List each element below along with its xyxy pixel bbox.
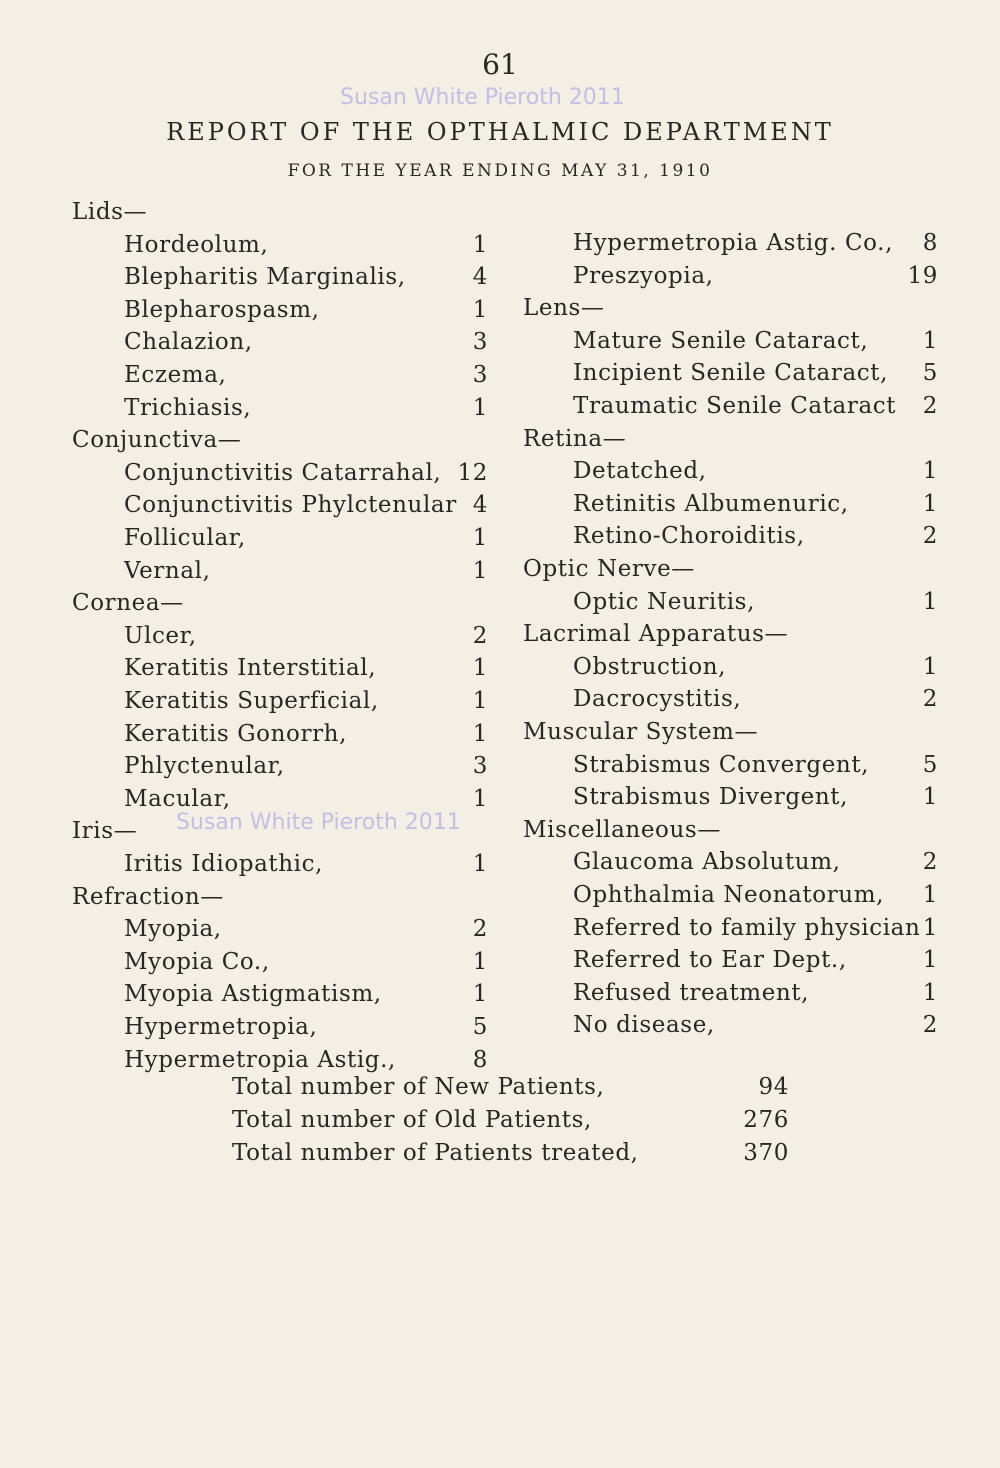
case-count: 1 — [472, 231, 488, 258]
diagnosis-row — [573, 784, 938, 816]
diagnosis-row — [124, 721, 488, 753]
section-header — [72, 884, 488, 916]
case-count: 1 — [472, 557, 488, 584]
section-header — [523, 295, 938, 327]
diagnosis-label: Optic Neuritis, — [573, 588, 755, 615]
diagnosis-label: Hordeolum, — [124, 231, 269, 258]
case-count: 1 — [922, 914, 938, 941]
total-value: 370 — [743, 1140, 789, 1166]
diagnosis-row — [124, 623, 488, 655]
section-header — [523, 719, 938, 751]
case-count: 4 — [472, 264, 488, 291]
diagnosis-row — [124, 916, 488, 948]
case-count: 2 — [922, 1012, 938, 1039]
diagnosis-row — [573, 849, 938, 881]
case-count: 1 — [472, 785, 488, 812]
case-count: 1 — [922, 490, 938, 517]
case-count: 1 — [472, 981, 488, 1008]
case-count: 1 — [922, 327, 938, 354]
diagnosis-label: Obstruction, — [573, 653, 727, 680]
diagnosis-label: Ulcer, — [124, 622, 197, 649]
diagnosis-label: Blepharospasm, — [124, 296, 320, 323]
case-count: 2 — [472, 916, 488, 943]
case-count: 1 — [472, 296, 488, 323]
case-count: 3 — [472, 362, 488, 388]
case-count: 1 — [922, 458, 938, 485]
case-count: 5 — [922, 360, 938, 387]
section-title: Miscellaneous— — [523, 816, 721, 843]
diagnosis-label: Referred to Ear Dept., — [573, 947, 847, 974]
watermark-middle: Susan White Pieroth 2011 — [176, 810, 461, 835]
diagnosis-label: Ophthalmia Neonatorum, — [573, 882, 885, 908]
section-header — [523, 817, 938, 849]
diagnosis-row — [124, 460, 488, 492]
diagnosis-row — [124, 688, 488, 720]
case-count: 12 — [457, 459, 488, 486]
diagnosis-label: Myopia, — [124, 916, 222, 943]
diagnosis-row — [124, 655, 488, 687]
diagnosis-row — [573, 1012, 938, 1044]
diagnosis-label: Hypermetropia Astig. Co., — [573, 230, 894, 256]
case-count: 5 — [472, 1014, 488, 1040]
diagnosis-label: Incipient Senile Cataract, — [573, 360, 889, 387]
case-count: 4 — [472, 492, 488, 519]
total-row — [232, 1140, 789, 1172]
diagnosis-label: Strabismus Convergent, — [573, 751, 870, 778]
diagnosis-row — [124, 297, 488, 329]
diagnosis-row — [573, 458, 938, 490]
diagnosis-label: Glaucoma Absolutum, — [573, 849, 841, 876]
total-value: 276 — [743, 1107, 789, 1133]
diagnosis-row — [124, 492, 488, 524]
page-number: 61 — [482, 48, 518, 81]
total-value: 94 — [758, 1074, 789, 1100]
diagnosis-label: Referred to family physician — [573, 914, 921, 941]
report-subtitle: FOR THE YEAR ENDING MAY 31, 1910 — [287, 161, 713, 181]
case-count: 3 — [472, 329, 488, 356]
diagnosis-label: Conjunctivitis Phylctenular — [124, 492, 457, 519]
total-label: Total number of Patients treated, — [232, 1140, 639, 1166]
diagnosis-row — [573, 491, 938, 523]
diagnosis-row — [573, 263, 938, 295]
section-title: Lids— — [72, 199, 148, 225]
total-row — [232, 1107, 789, 1139]
diagnosis-label: Dacrocystitis, — [573, 686, 742, 713]
section-title: Lacrimal Apparatus— — [523, 621, 789, 648]
case-count: 1 — [472, 655, 488, 682]
diagnosis-row — [124, 851, 488, 883]
diagnosis-row — [124, 949, 488, 981]
diagnosis-row — [573, 393, 938, 425]
case-count: 1 — [472, 688, 488, 714]
diagnosis-label: Retinitis Albumenuric, — [573, 490, 849, 517]
diagnosis-label: Macular, — [124, 785, 231, 812]
diagnosis-label: Hypermetropia, — [124, 1014, 318, 1040]
total-label: Total number of New Patients, — [232, 1074, 605, 1100]
section-title: Lens— — [523, 295, 605, 322]
diagnosis-label: No disease, — [573, 1012, 715, 1039]
case-count: 8 — [922, 230, 938, 256]
diagnosis-row — [124, 753, 488, 785]
case-count: 1 — [472, 720, 488, 747]
section-title: Refraction— — [72, 883, 224, 910]
diagnosis-label: Hypermetropia Astig., — [124, 1046, 396, 1073]
diagnosis-label: Myopia Astigmatism, — [124, 981, 382, 1008]
diagnosis-row — [124, 329, 488, 361]
diagnosis-label: Preszyopia, — [573, 262, 714, 289]
diagnosis-row — [124, 264, 488, 296]
case-count: 1 — [472, 525, 488, 551]
section-title: Cornea— — [72, 590, 184, 617]
section-header — [72, 427, 488, 459]
diagnosis-row — [573, 947, 938, 979]
diagnosis-label: Eczema, — [124, 362, 227, 388]
diagnosis-row — [573, 523, 938, 555]
diagnosis-row — [124, 232, 488, 264]
case-count: 1 — [472, 851, 488, 877]
case-count: 2 — [922, 523, 938, 550]
section-header — [523, 621, 938, 653]
case-count: 5 — [922, 751, 938, 778]
case-count: 2 — [922, 393, 938, 419]
diagnosis-label: Follicular, — [124, 525, 246, 551]
section-header — [72, 199, 488, 231]
case-count: 2 — [472, 622, 488, 649]
diagnosis-label: Keratitis Superficial, — [124, 688, 379, 714]
case-count: 1 — [922, 882, 938, 908]
total-row — [232, 1074, 789, 1106]
diagnosis-row — [124, 981, 488, 1013]
section-title: Muscular System— — [523, 719, 759, 745]
diagnosis-label: Myopia Co., — [124, 948, 270, 975]
section-header — [72, 590, 488, 622]
diagnosis-label: Vernal, — [124, 557, 211, 584]
diagnosis-row — [573, 230, 938, 262]
diagnosis-row — [124, 558, 488, 590]
diagnosis-label: Phlyctenular, — [124, 753, 285, 780]
section-title: Retina— — [523, 425, 627, 452]
diagnosis-row — [573, 686, 938, 718]
diagnosis-label: Conjunctivitis Catarrahal, — [124, 459, 442, 486]
diagnosis-row — [573, 328, 938, 360]
case-count: 1 — [922, 588, 938, 615]
diagnosis-label: Retino-Choroiditis, — [573, 523, 805, 550]
section-title: Conjunctiva— — [72, 427, 242, 454]
report-title: REPORT OF THE OPTHALMIC DEPARTMENT — [166, 118, 834, 146]
diagnosis-row — [573, 980, 938, 1012]
total-label: Total number of Old Patients, — [232, 1107, 592, 1133]
case-count: 1 — [922, 784, 938, 811]
case-count: 1 — [922, 947, 938, 974]
section-header — [523, 426, 938, 458]
diagnosis-row — [573, 360, 938, 392]
case-count: 19 — [907, 262, 938, 289]
diagnosis-label: Chalazion, — [124, 329, 253, 356]
diagnosis-label: Mature Senile Cataract, — [573, 327, 869, 354]
case-count: 2 — [922, 849, 938, 876]
case-count: 2 — [922, 686, 938, 713]
case-count: 1 — [922, 979, 938, 1006]
diagnosis-label: Iritis Idiopathic, — [124, 851, 324, 877]
case-count: 3 — [472, 753, 488, 780]
diagnosis-row — [573, 882, 938, 914]
diagnosis-row — [573, 654, 938, 686]
diagnosis-row — [124, 525, 488, 557]
section-title: Iris— — [72, 818, 138, 845]
diagnosis-row — [124, 395, 488, 427]
case-count: 1 — [922, 653, 938, 680]
diagnosis-label: Refused treatment, — [573, 979, 810, 1006]
watermark-top: Susan White Pieroth 2011 — [340, 85, 625, 110]
diagnosis-label: Trichiasis, — [124, 394, 252, 421]
section-header — [523, 556, 938, 588]
diagnosis-label: Strabismus Divergent, — [573, 784, 849, 811]
diagnosis-row — [124, 362, 488, 394]
section-title: Optic Nerve— — [523, 556, 695, 582]
diagnosis-row — [124, 1014, 488, 1046]
diagnosis-label: Detatched, — [573, 458, 707, 485]
case-count: 8 — [472, 1046, 488, 1073]
diagnosis-label: Traumatic Senile Cataract — [573, 393, 897, 419]
diagnosis-row — [573, 752, 938, 784]
diagnosis-label: Keratitis Gonorrh, — [124, 720, 347, 747]
case-count: 1 — [472, 394, 488, 421]
diagnosis-label: Blepharitis Marginalis, — [124, 264, 406, 291]
diagnosis-row — [573, 589, 938, 621]
diagnosis-label: Keratitis Interstitial, — [124, 655, 377, 682]
case-count: 1 — [472, 948, 488, 975]
diagnosis-row — [573, 915, 938, 947]
